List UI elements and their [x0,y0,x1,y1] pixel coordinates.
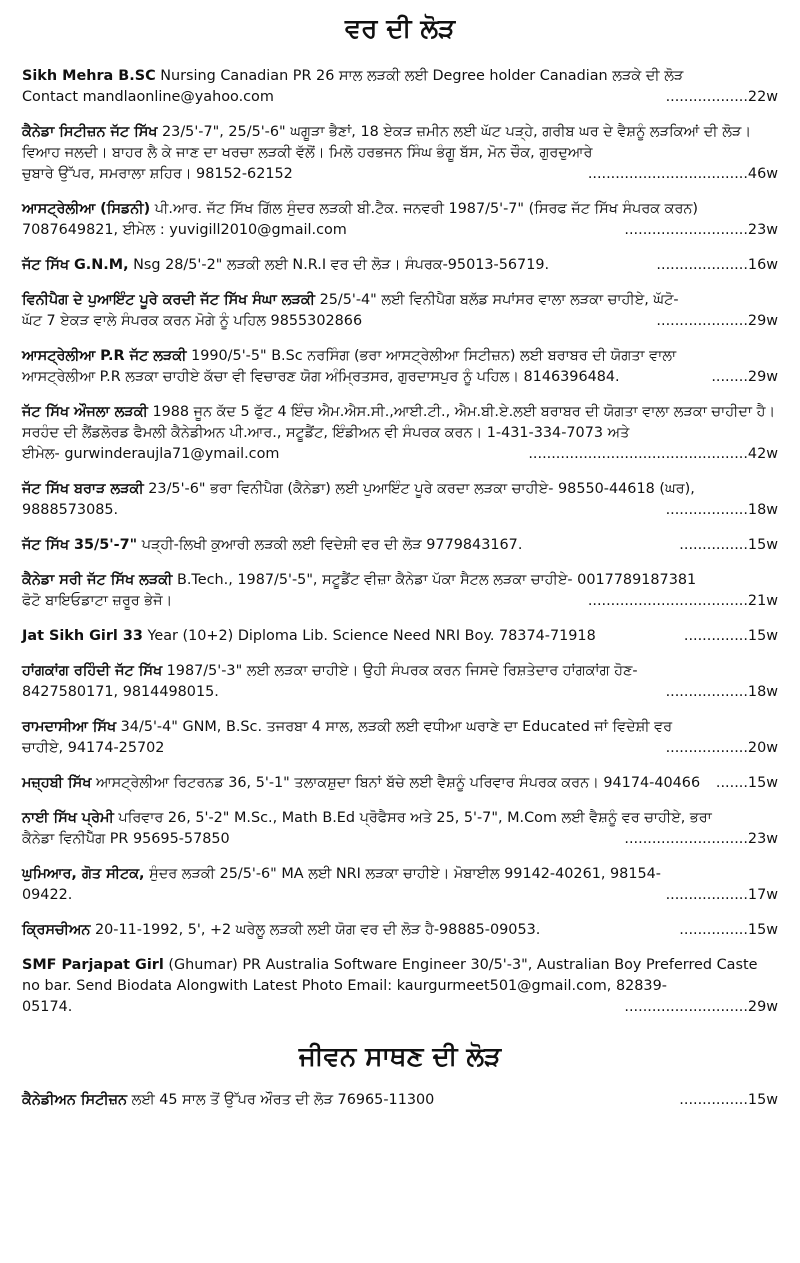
ad-entry [22,122,778,185]
ad-body: ਲਈ 45 ਸਾਲ ਤੋਂ ਉੱਪਰ ਔਰਤ ਦੀ ਲੋੜ 76965-11300 [131,1092,435,1108]
ad-entry [22,346,778,388]
ad-code: ..................22w [665,89,778,105]
ad-code: .......15w [715,775,778,791]
ad-entry [22,290,778,332]
ad-code: ..................20w [665,740,778,756]
ad-entry [22,626,778,647]
ad-body: 23/5'-7", 25/5'-6" ਘਗੂੜਾ ਭੈਣਾਂ, 18 ਏਕੜ ਜ਼ਮੀਨ ਲਈ ਘੱਟ ਪੜ੍ਹੇ, ਗਰੀਬ ਘਰ ਦੇ ਵੈਸ਼ਨੂੰ ਲੜਕਿਆਂ ਦੀ ਲੋੜ। ਵਿਆਹ ਜਲਦੀ। ਬਾਹਰ ਲੈ ਕੇ ਜਾਣ ਦਾ ਖਰਚਾ ਲੜਕੀ ਵੱਲੋਂ। ਮਿਲੋ ਹਰਭਜਨ ਸਿੰਘ ਭੰਗੂ ਬੱਸ, ਮੋਨ ਚੌਕ, ਗੁਰਦੁਆਰੇ [22,124,752,161]
ad-body: 1990/5'-5" B.Sc ਨਰਸਿੰਗ (ਭਰਾ ਆਸਟ੍ਰੇਲੀਆ ਸਿਟੀਜ਼ਨ) ਲਈ ਬਰਾਬਰ ਦੀ ਯੋਗਤਾ ਵਾਲਾ [191,348,677,364]
ad-entry [22,920,778,941]
ad-entry [22,717,778,759]
ad-heading: Sikh Mehra B.SC [22,68,156,84]
ad-body: 23/5'-6" ਭਰਾ ਵਿਨੀਪੈਗ (ਕੈਨੇਡਾ) ਲਈ ਪੁਆਇੰਟ ਪੂਰੇ ਕਰਦਾ ਲੜਕਾ ਚਾਹੀਏ- 98550-44618 (ਘਰ), [148,481,695,497]
ad-entry [22,808,778,850]
ad-body: ਆਸਟ੍ਰੇਲੀਆ ਰਿਟਰਨਡ 36, 5'-1" ਤਲਾਕਸ਼ੁਦਾ ਬਿਨਾਂ ਬੱਚੇ ਲਈ ਵੈਸ਼ਨੂੰ ਪਰਿਵਾਰ ਸੰਪਰਕ ਕਰਨ। 94174-40466 [95,775,701,791]
ad-code: ..................18w [665,502,778,518]
ad-code: ...............15w [679,922,778,938]
ad-body: 1987/5'-3" ਲਈ ਲੜਕਾ ਚਾਹੀਏ। ਉਹੀ ਸੰਪਰਕ ਕਰਨ ਜਿਸਦੇ ਰਿਸ਼ਤੇਦਾਰ ਹਾਂਗਕਾਂਗ ਹੋਣ- [166,663,638,679]
ad-heading: ਜੱਟ ਸਿੱਖ 35/5'-7" [22,537,138,553]
ad-entry [22,773,778,794]
classifieds-page [0,12,800,1111]
ad-entry [22,479,778,521]
ad-body: ਪੜ੍ਹੀ-ਲਿਖੀ ਕੁਆਰੀ ਲੜਕੀ ਲਈ ਵਿਦੇਸ਼ੀ ਵਰ ਦੀ ਲੋੜ 9779843167. [141,537,523,553]
ad-body: Year (10+2) Diploma Lib. Science Need NRI Boy. 78374-71918 [147,628,596,644]
ad-last-line: ਫੋਟੋ ਬਾਇਓਡਾਟਾ ਜ਼ਰੂਰ ਭੇਜੋ। [22,593,173,609]
ad-code: ...................................46w [587,166,778,182]
ad-entry [22,402,778,465]
ad-heading: SMF Parjapat Girl [22,957,164,973]
ad-last-line: 9888573085. [22,502,119,518]
ad-code: ....................29w [656,313,778,329]
ad-heading: ਵਿਨੀਪੈਗ ਦੇ ਪੁਆਇੰਟ ਪੂਰੇ ਕਰਦੀ ਜੱਟ ਸਿੱਖ ਸੰਘਾ ਲੜਕੀ [22,292,315,308]
ad-code: ........29w [711,369,778,385]
ad-heading: ਨਾਈ ਸਿੱਖ ਪ੍ਰੇਮੀ [22,810,114,826]
ad-heading: ਹਾਂਗਕਾਂਗ ਰਹਿੰਦੀ ਜੱਟ ਸਿੱਖ [22,663,163,679]
ad-heading: ਕ੍ਰਿਸਚੀਅਨ [22,922,91,938]
ad-last-line: ਚੁਬਾਰੇ ਉੱਪਰ, ਸਮਰਾਲਾ ਸ਼ਹਿਰ। 98152-62152 [22,166,293,182]
ad-code: ...........................23w [624,831,778,847]
ad-heading: ਮਜ਼੍ਹਬੀ ਸਿੱਖ [22,775,92,791]
ad-heading: ਜੱਟ ਸਿੱਖ ਬਰਾੜ ਲੜਕੀ [22,481,144,497]
ad-code: ...........................29w [624,999,778,1015]
ad-code: ................................................42w [528,446,778,462]
ad-body: (Ghumar) PR Australia Software Engineer 30/5'-3", Australian Boy Preferred Caste no bar. Send Biodata Alongwith Latest Photo Email: kaurgurmeet501@gmail.com, 82839- [22,957,758,994]
ad-code: ...................................21w [587,593,778,609]
ad-code: ..................18w [665,684,778,700]
ad-last-line: ਈਮੇਲ- gurwinderaujla71@ymail.com [22,446,280,462]
ad-code: ...............15w [679,1092,778,1108]
section-title-bride-wanted: ਜੀਵਨ ਸਾਥਣ ਦੀ ਲੋੜ [298,1042,502,1072]
ad-code: ..............15w [683,628,778,644]
ad-body: ਪਰਿਵਾਰ 26, 5'-2" M.Sc., Math B.Ed ਪ੍ਰੋਫੈਸਰ ਅਤੇ 25, 5'-7", M.Com ਲਈ ਵੈਸ਼ਨੂੰ ਵਰ ਚਾਹੀਏ, ਭਰਾ [118,810,712,826]
ad-heading: Jat Sikh Girl 33 [22,628,143,644]
ad-last-line: ਕੈਨੇਡਾ ਵਿਨੀਪੈੱਗ PR 95695-57850 [22,831,230,847]
ad-code: ...............15w [679,537,778,553]
ad-body: ਸੁੰਦਰ ਲੜਕੀ 25/5'-6" MA ਲਈ NRI ਲੜਕਾ ਚਾਹੀਏ। ਮੋਬਾਈਲ 99142-40261, 98154- [149,866,661,882]
ad-body: ਪੀ.ਆਰ. ਜੱਟ ਸਿੱਖ ਗਿੱਲ ਸੁੰਦਰ ਲੜਕੀ ਬੀ.ਟੈਕ. ਜਨਵਰੀ 1987/5'-7" (ਸਿਰਫ ਜੱਟ ਸਿੱਖ ਸੰਪਰਕ ਕਰਨ) [154,201,698,217]
ad-body: Nursing Canadian PR 26 ਸਾਲ ਲੜਕੀ ਲਈ Degree holder Canadian ਲੜਕੇ ਦੀ ਲੋੜ [160,68,684,84]
ad-entry [22,955,778,1018]
ad-code: ..................17w [665,887,778,903]
ad-entry [22,1090,778,1111]
ad-heading: ਕੈਨੇਡਾ ਸਰੀ ਜੱਟ ਸਿੱਖ ਲੜਕੀ [22,572,173,588]
ad-heading: ਘੁਮਿਆਰ, ਗੋਤ ਸੀਟਕ, [22,866,145,882]
section-title-groom-wanted: ਵਰ ਦੀ ਲੋੜ [344,14,456,44]
ad-body: Nsg 28/5'-2" ਲੜਕੀ ਲਈ N.R.I ਵਰ ਦੀ ਲੋੜ। ਸੰਪਰਕ-95013-56719. [133,257,550,273]
ad-code: ....................16w [656,257,778,273]
ad-heading: ਜੱਟ ਸਿੱਖ G.N.M, [22,257,129,273]
ads-list-groom-wanted [22,66,778,1018]
ad-entry [22,661,778,703]
ad-heading: ਕੈਨੇਡੀਅਨ ਸਿਟੀਜ਼ਨ [22,1092,128,1108]
ad-entry [22,199,778,241]
ad-body: 25/5'-4" ਲਈ ਵਿਨੀਪੈਗ ਬਲੱਡ ਸਪਾਂਸਰ ਵਾਲਾ ਲੜਕਾ ਚਾਹੀਏ, ਘੱਟੋ- [319,292,679,308]
ad-entry [22,570,778,612]
ad-body: 34/5'-4" GNM, B.Sc. ਤਜਰਬਾ 4 ਸਾਲ, ਲੜਕੀ ਲਈ ਵਧੀਆ ਘਰਾਣੇ ਦਾ Educated ਜਾਂ ਵਿਦੇਸ਼ੀ ਵਰ [120,719,673,735]
ad-heading: ਰਾਮਦਾਸੀਆ ਸਿੱਖ [22,719,117,735]
ad-body: 20-11-1992, 5', +2 ਘਰੇਲੂ ਲੜਕੀ ਲਈ ਯੋਗ ਵਰ ਦੀ ਲੋੜ ਹੈ-98885-09053. [94,922,541,938]
ad-last-line: ਚਾਹੀਏ, 94174-25702 [22,740,165,756]
ad-last-line: Contact mandlaonline@yahoo.com [22,89,274,105]
ad-entry [22,864,778,906]
ad-entry [22,255,778,276]
ad-body: B.Tech., 1987/5'-5", ਸਟੂਡੈਂਟ ਵੀਜ਼ਾ ਕੈਨੇਡਾ ਪੱਕਾ ਸੈਟਲ ਲੜਕਾ ਚਾਹੀਏ- 0017789187381 [176,572,697,588]
ad-last-line: 05174. [22,999,73,1015]
ad-heading: ਕੈਨੇਡਾ ਸਿਟੀਜ਼ਨ ਜੱਟ ਸਿੱਖ [22,124,158,140]
ad-entry [22,66,778,108]
ad-last-line: ਘੱਟ 7 ਏਕੜ ਵਾਲੇ ਸੰਪਰਕ ਕਰਨ ਮੋਗੇ ਨੂੰ ਪਹਿਲ 9855302866 [22,313,363,329]
ad-heading: ਜੱਟ ਸਿੱਖ ਔਜਲਾ ਲੜਕੀ [22,404,148,420]
ad-last-line: 09422. [22,887,73,903]
ad-last-line: 8427580171, 9814498015. [22,684,219,700]
ads-list-bride-wanted [22,1090,778,1111]
ad-entry [22,535,778,556]
ad-heading: ਆਸਟ੍ਰੇਲੀਆ (ਸਿਡਨੀ) [22,201,151,217]
ad-heading: ਆਸਟ੍ਰੇਲੀਆ P.R ਜੱਟ ਲੜਕੀ [22,348,187,364]
ad-last-line: 7087649821, ਈਮੇਲ : yuvigill2010@gmail.com [22,222,347,238]
ad-body: 1988 ਜੂਨ ਕੱਦ 5 ਫੁੱਟ 4 ਇੰਚ ਐਮ.ਐਸ.ਸੀ.,ਆਈ.ਟੀ., ਐਮ.ਬੀ.ਏ.ਲਈ ਬਰਾਬਰ ਦੀ ਯੋਗਤਾ ਵਾਲਾ ਲੜਕਾ ਚਾਹੀਦਾ ਹੈ। ਸਰਹੰਦ ਦੀ ਲੈਂਡਲੋਰਡ ਫੈਮਲੀ ਕੈਨੇਡੀਅਨ ਪੀ.ਆਰ., ਸਟੂਡੈਂਟ, ਇੰਡੀਅਨ ਵੀ ਸੰਪਰਕ ਕਰਨ। 1-431-334-7073 ਅਤੇ [22,404,776,441]
ad-last-line: ਆਸਟ੍ਰੇਲੀਆ P.R ਲੜਕਾ ਚਾਹੀਏ ਕੱਚਾ ਵੀ ਵਿਚਾਰਣ ਯੋਗ ਅੰਮ੍ਰਿਤਸਰ, ਗੁਰਦਾਸਪੁਰ ਨੂੰ ਪਹਿਲ। 8146396484. [22,369,620,385]
ad-code: ...........................23w [624,222,778,238]
